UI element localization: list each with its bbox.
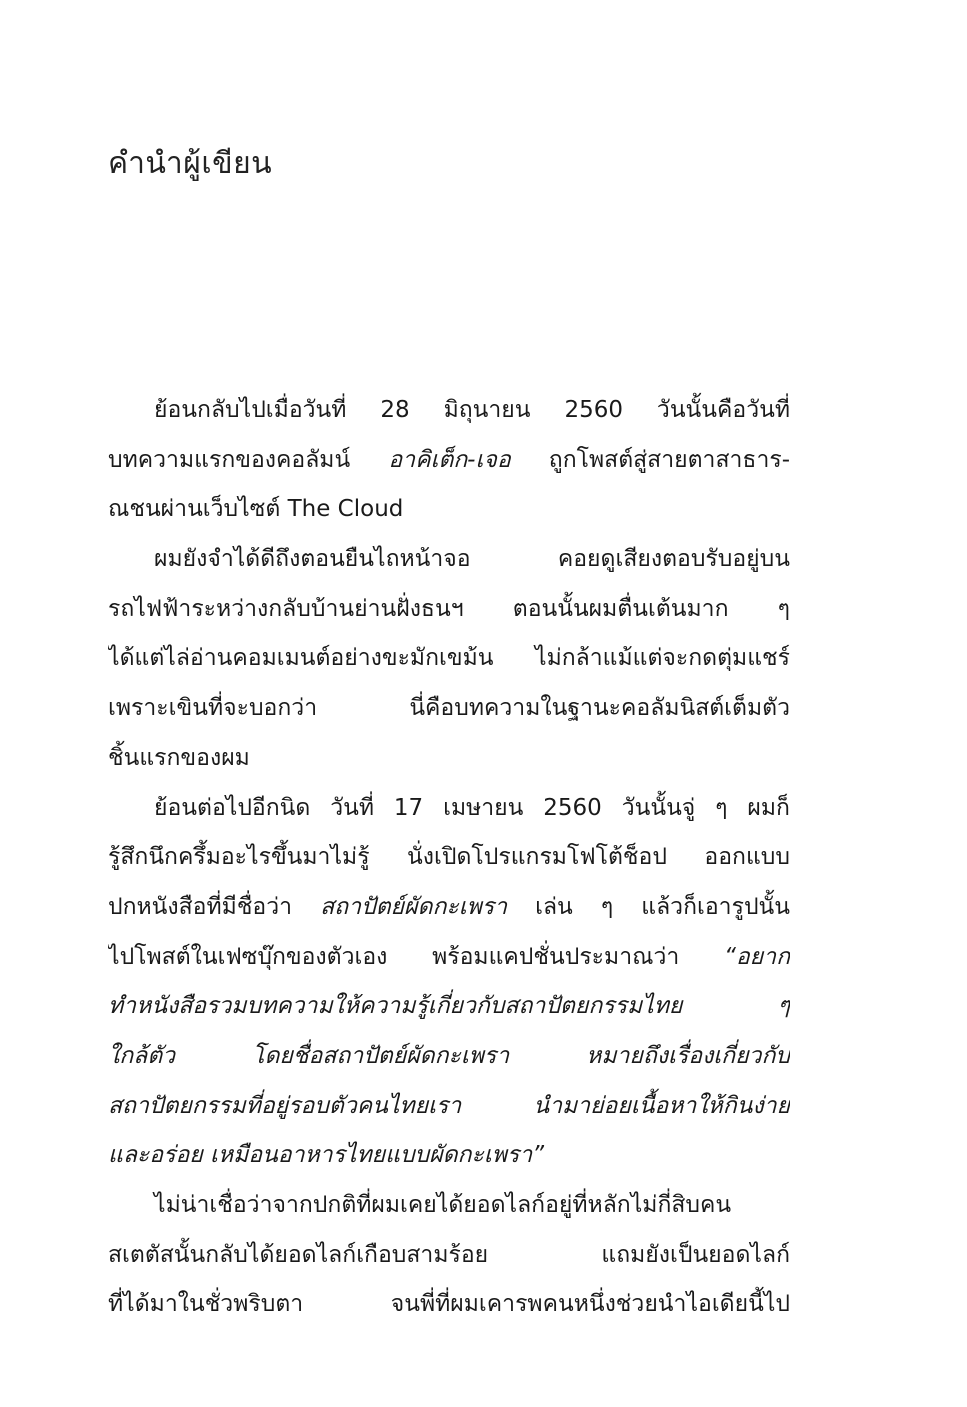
text-line: [108, 1131, 790, 1181]
text-line: [108, 1082, 790, 1132]
text-run: ย้อนกลับไปเมื่อวันที่ 28 มิถุนายน 2560 วันนั้นคือวันที่: [154, 397, 790, 423]
text-run: ได้แต่ไล่อ่านคอมเมนต์อย่างขะมักเขม้น ไม่กล้าแม้แต่จะกดตุ่มแชร์: [108, 645, 790, 672]
text-line: [108, 386, 790, 436]
text-line: [108, 535, 790, 585]
page-title: คำนำผู้เขียน: [108, 146, 273, 181]
text-line: [108, 734, 790, 784]
text-run: ณชนผ่านเว็บไซต์ The Cloud: [108, 496, 404, 523]
text-line: [108, 585, 790, 635]
italic-text: “อยาก: [723, 943, 790, 970]
italic-text: ใกล้ตัว โดยชื่อสถาปัตย์ผัดกะเพรา หมายถึงเรื่องเกี่ยวกับ: [108, 1042, 790, 1069]
text-run: รถไฟฟ้าระหว่างกลับบ้านย่านฝั่งธนฯ ตอนนั้นผมตื่นเต้นมาก ๆ: [108, 595, 790, 622]
text-run: ที่ได้มาในชั่วพริบตา จนพี่ที่ผมเคารพคนหนึ่งช่วยนำไอเดียนี้ไป: [108, 1291, 790, 1318]
text-run: เพราะเขินที่จะบอกว่า นี่คือบทความในฐานะคอลัมนิสต์เต็มตัว: [108, 695, 790, 722]
text-run: ไปโพสต์ในเฟซบุ๊กของตัวเอง พร้อมแคปชั่นประมาณว่า: [108, 943, 724, 970]
text-run: ย้อนต่อไปอีกนิด วันที่ 17 เมษายน 2560 วันนั้นจู่ ๆ ผมก็: [154, 794, 790, 821]
italic-text: ทำหนังสือรวมบทความให้ความรู้เกี่ยวกับสถาปัตยกรรมไทย ๆ: [108, 993, 790, 1020]
text-line: [108, 436, 790, 486]
italic-text: อาคิเต็ก-เจอ: [388, 446, 511, 473]
text-run: ผมยังจำได้ดีถึงตอนยืนไถหน้าจอ คอยดูเสียงตอบรับอยู่บน: [154, 546, 790, 573]
text-line: [108, 883, 790, 933]
text-line: [108, 1032, 790, 1082]
text-line: [108, 1231, 790, 1281]
text-run: รู้สึกนึกครึ้มอะไรขึ้นมาไม่รู้ นั่งเปิดโปรแกรมโฟโต้ช็อป ออกแบบ: [108, 844, 790, 871]
text-run: เล่น ๆ แล้วก็เอารูปนั้น: [507, 893, 790, 920]
text-line: [108, 784, 790, 834]
text-line: [108, 1181, 790, 1231]
text-run: ปกหนังสือที่มีชื่อว่า: [108, 893, 321, 920]
text-run: สเตตัสนั้นกลับได้ยอดไลก์เกือบสามร้อย แถมยังเป็นยอดไลก์: [108, 1241, 790, 1268]
text-run: ชิ้นแรกของผม: [108, 744, 250, 771]
italic-text: สถาปัตยกรรมที่อยู่รอบตัวคนไทยเรา นำมาย่อยเนื้อหาให้กินง่าย: [108, 1092, 790, 1119]
text-line: [108, 485, 790, 535]
italic-text: สถาปัตย์ผัดกะเพรา: [320, 893, 508, 920]
text-run: ถูกโพสต์สู่สายตาสาธาร-: [510, 446, 790, 473]
foreword-body: [108, 386, 790, 1330]
text-line: [108, 684, 790, 734]
italic-text: และอร่อย เหมือนอาหารไทยแบบผัดกะเพรา”: [108, 1142, 545, 1169]
text-line: [108, 933, 790, 983]
text-line: [108, 982, 790, 1032]
text-run: ไม่น่าเชื่อว่าจากปกติที่ผมเคยได้ยอดไลก์อยู่ที่หลักไม่กี่สิบคน: [154, 1192, 732, 1218]
text-line: [108, 833, 790, 883]
text-run: บทความแรกของคอลัมน์: [108, 446, 389, 473]
text-line: [108, 1280, 790, 1330]
text-line: [108, 634, 790, 684]
